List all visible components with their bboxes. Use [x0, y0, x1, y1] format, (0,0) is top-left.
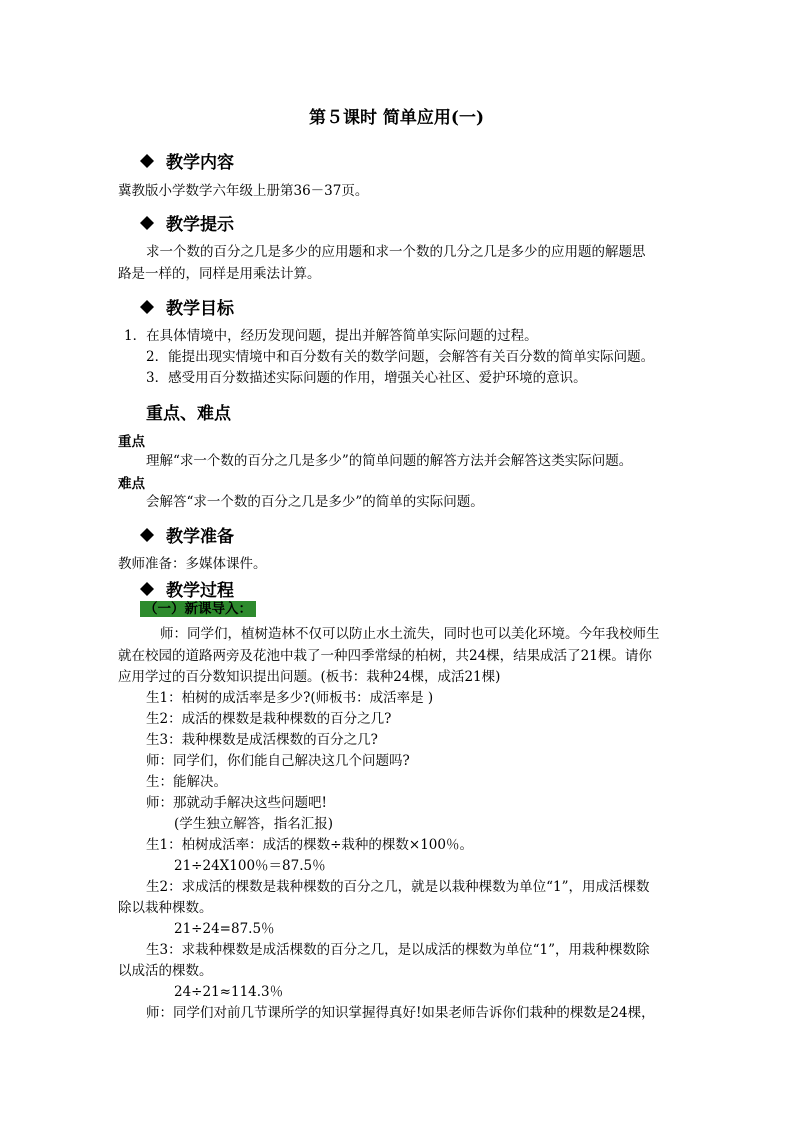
section-heading-goals: [140, 294, 234, 319]
dialogue-line: 生1：柏树的成活率是多少?(师板书：成活率是 ): [146, 690, 434, 706]
dialogue-line: 生：能解决。: [146, 774, 227, 790]
section-heading-text: 教学目标: [166, 299, 234, 319]
dialogue-line: 师：同学们，你们能自己解决这几个问题吗?: [146, 753, 410, 769]
highlighted-part-label: （一）新课导入：: [140, 601, 256, 617]
section-heading-text: 教学过程: [166, 581, 234, 601]
calculation: 21÷24X100％＝87.5％: [174, 858, 326, 874]
student-answer: 以成活的棵数。: [118, 963, 213, 979]
prep-text: 教师准备：多媒体课件。: [118, 556, 267, 572]
dialogue-line: 生3：栽种棵数是成活棵数的百分之几?: [146, 732, 378, 748]
difficulty-label: 难点: [118, 476, 145, 492]
diamond-bullet-icon: [140, 300, 154, 314]
page-title: 第５课时 简单应用(一): [308, 108, 484, 128]
goal-item: 1．在具体情境中，经历发现问题，提出并解答简单实际问题的过程。: [124, 328, 538, 344]
tips-paragraph-line-1: 求一个数的百分之几是多少的应用题和求一个数的几分之几是多少的应用题的解题思: [146, 244, 646, 260]
section-heading-content: [140, 148, 234, 173]
diamond-bullet-icon: [140, 154, 154, 168]
goal-item: 2．能提出现实情境中和百分数有关的数学问题，会解答有关百分数的简单实际问题。: [146, 349, 655, 365]
content-text: 冀教版小学数学六年级上册第36－37页。: [118, 183, 369, 199]
key-text: 理解“求一个数的百分之几是多少”的简单问题的解答方法并会解答这类实际问题。: [146, 453, 633, 469]
teacher-line: 师：同学们对前几节课所学的知识掌握得真好!如果老师告诉你们栽种的棵数是24棵，: [146, 1005, 655, 1021]
section-heading-text: 教学准备: [166, 527, 234, 547]
tips-paragraph-line-2: 路是一样的，同样是用乘法计算。: [118, 266, 321, 282]
student-answer: 生3：求栽种棵数是成活棵数的百分之几，是以成活的棵数为单位“1”，用栽种棵数除: [146, 942, 650, 958]
student-answer: 除以栽种棵数。: [118, 900, 213, 916]
section-heading-text: 教学内容: [166, 153, 234, 173]
section-heading-process: [140, 576, 234, 601]
difficulty-text: 会解答“求一个数的百分之几是多少”的简单的实际问题。: [146, 494, 484, 510]
diamond-bullet-icon: [140, 528, 154, 542]
dialogue-line: 师：那就动手解决这些问题吧!: [146, 795, 327, 811]
calculation: 24÷21≈114.3％: [174, 984, 284, 1000]
section-heading-prep: [140, 522, 234, 547]
intro-line: 应用学过的百分数知识提出问题。(板书：栽种24棵，成活21棵): [118, 669, 501, 685]
part-label: [140, 599, 256, 619]
intro-line: 师：同学们，植树造林不仅可以防止水土流失，同时也可以美化环境。今年我校师生: [160, 626, 660, 642]
student-answer: 生2：求成活的棵数是栽种棵数的百分之几，就是以栽种棵数为单位“1”，用成活棵数: [146, 879, 650, 895]
intro-line: 就在校园的道路两旁及花池中栽了一种四季常绿的柏树，共24棵，结果成活了21棵。请你: [118, 648, 652, 664]
diamond-bullet-icon: [140, 216, 154, 230]
section-heading-tips: [140, 210, 234, 235]
goal-item: 3．感受用百分数描述实际问题的作用，增强关心社区、爱护环境的意识。: [146, 370, 587, 386]
calculation: 21÷24=87.5％: [174, 921, 275, 937]
key-label: 重点: [118, 434, 145, 450]
report-line: (学生独立解答，指名汇报): [174, 816, 334, 832]
diamond-bullet-icon: [140, 582, 154, 596]
section-heading-text: 教学提示: [166, 215, 234, 235]
student-answer: 生1：柏树成活率：成活的棵数÷栽种的棵数×100％。: [146, 837, 473, 853]
dialogue-line: 生2：成活的棵数是栽种棵数的百分之几?: [146, 711, 392, 727]
section-heading-keypoints: 重点、难点: [146, 404, 231, 424]
